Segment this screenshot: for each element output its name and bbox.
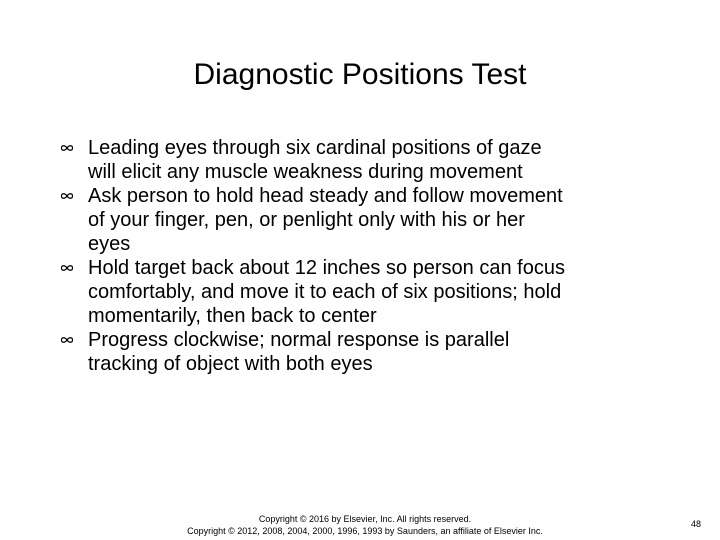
bullet-line: will elicit any muscle weakness during movement <box>88 161 523 183</box>
bullet-item <box>60 184 680 256</box>
infinity-bullet-icon <box>60 262 74 274</box>
bullet-line: Leading eyes through six cardinal positions of gaze <box>88 137 542 159</box>
bullet-item <box>60 256 680 328</box>
bullet-line: comfortably, and move it to each of six positions; hold <box>88 281 562 303</box>
page-number: 48 <box>690 519 701 529</box>
bullet-list <box>60 136 680 376</box>
bullet-line: momentarily, then back to center <box>88 305 377 327</box>
bullet-line: Progress clockwise; normal response is parallel <box>88 329 510 351</box>
infinity-bullet-icon <box>60 334 74 346</box>
bullet-item <box>60 136 680 184</box>
bullet-line: of your finger, pen, or penlight only with his or her <box>88 209 525 231</box>
bullet-item <box>60 328 680 376</box>
footer-copyright <box>150 513 580 537</box>
copyright-line: Copyright © 2016 by Elsevier, Inc. All rights reserved. <box>258 514 472 524</box>
bullet-line: tracking of object with both eyes <box>88 353 373 375</box>
bullet-line: eyes <box>88 233 131 255</box>
bullet-line: Hold target back about 12 inches so person can focus <box>88 257 565 279</box>
copyright-line: Copyright © 2012, 2008, 2004, 2000, 1996, 1993 by Saunders, an affiliate of Elsevier Inc. <box>187 526 543 536</box>
slide-title: Diagnostic Positions Test <box>193 58 527 91</box>
infinity-bullet-icon <box>60 142 74 154</box>
infinity-bullet-icon <box>60 190 74 202</box>
bullet-line: Ask person to hold head steady and follow movement <box>88 185 563 207</box>
